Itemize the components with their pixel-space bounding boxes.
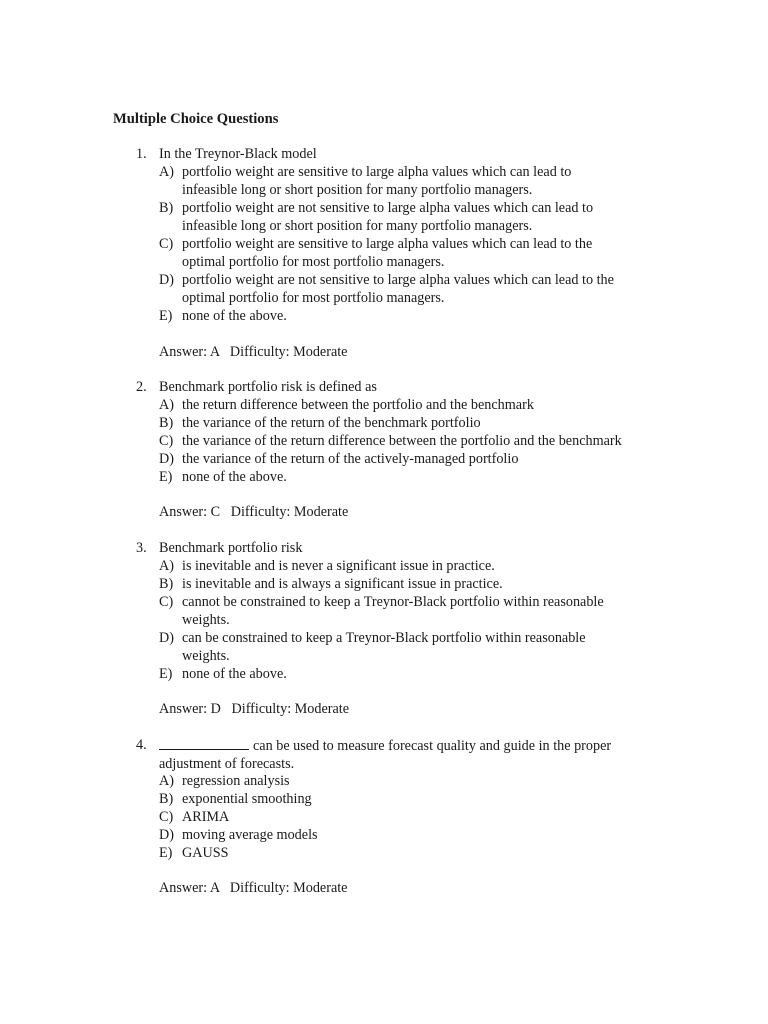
option-text: moving average models bbox=[182, 827, 318, 843]
option-text: the return difference between the portfolio and the benchmark bbox=[182, 397, 534, 413]
option-line: optimal portfolio for most portfolio managers. bbox=[182, 253, 445, 270]
question-stem bbox=[159, 737, 659, 774]
option-text: regression analysis bbox=[182, 773, 290, 789]
option-letter: C) bbox=[159, 809, 174, 825]
option-line: optimal portfolio for most portfolio managers. bbox=[182, 289, 445, 306]
option-text bbox=[182, 200, 662, 236]
option-letter: A) bbox=[159, 773, 174, 789]
option-letter: C) bbox=[159, 433, 174, 449]
question-number: 1. bbox=[136, 146, 147, 162]
option-text: GAUSS bbox=[182, 845, 229, 861]
answer-line: Answer: A Difficulty: Moderate bbox=[159, 880, 348, 896]
option-text bbox=[182, 308, 662, 326]
option-letter: E) bbox=[159, 666, 173, 682]
option-letter: B) bbox=[159, 415, 174, 431]
option-letter: B) bbox=[159, 200, 174, 216]
option-text bbox=[182, 630, 662, 666]
answer-line: Answer: D Difficulty: Moderate bbox=[159, 701, 350, 717]
option-line: cannot be constrained to keep a Treynor-Black portfolio within reasonable bbox=[182, 594, 604, 610]
option-text: the variance of the return of the benchmark portfolio bbox=[182, 415, 481, 431]
question-number: 3. bbox=[136, 540, 147, 556]
option-text: the variance of the return of the actively-managed portfolio bbox=[182, 451, 519, 467]
option-letter: B) bbox=[159, 791, 174, 807]
option-text: is inevitable and is never a significant issue in practice. bbox=[182, 558, 495, 574]
option-text: none of the above. bbox=[182, 469, 287, 485]
option-text: none of the above. bbox=[182, 666, 287, 682]
question-number: 2. bbox=[136, 379, 147, 395]
option-letter: E) bbox=[159, 308, 173, 324]
option-letter: D) bbox=[159, 827, 174, 843]
option-line: portfolio weight are sensitive to large alpha values which can lead to bbox=[182, 164, 572, 180]
stem-text: can be used to measure forecast quality and guide in the proper bbox=[253, 738, 612, 754]
option-letter: E) bbox=[159, 469, 173, 485]
option-letter: C) bbox=[159, 594, 174, 610]
answer-line: Answer: C Difficulty: Moderate bbox=[159, 504, 349, 520]
option-text bbox=[182, 594, 662, 630]
option-line: can be constrained to keep a Treynor-Black portfolio within reasonable bbox=[182, 630, 586, 646]
option-line: weights. bbox=[182, 611, 230, 628]
stem-line: adjustment of forecasts. bbox=[159, 755, 295, 772]
option-line: none of the above. bbox=[182, 308, 287, 324]
fill-in-blank bbox=[159, 737, 249, 750]
option-text: exponential smoothing bbox=[182, 791, 312, 807]
option-letter: D) bbox=[159, 630, 174, 646]
option-text: ARIMA bbox=[182, 809, 230, 825]
option-text: is inevitable and is always a significant issue in practice. bbox=[182, 576, 503, 592]
option-letter: D) bbox=[159, 451, 174, 467]
option-text: the variance of the return difference between the portfolio and the benchmark bbox=[182, 433, 622, 449]
option-letter: A) bbox=[159, 164, 174, 180]
question-stem: In the Treynor-Black model bbox=[159, 146, 317, 162]
option-text bbox=[182, 236, 662, 272]
question-stem: Benchmark portfolio risk bbox=[159, 540, 303, 556]
stem-line bbox=[159, 737, 659, 756]
option-letter: D) bbox=[159, 272, 174, 288]
option-letter: C) bbox=[159, 236, 174, 252]
answer-line: Answer: A Difficulty: Moderate bbox=[159, 344, 348, 360]
option-letter: B) bbox=[159, 576, 174, 592]
option-line: portfolio weight are not sensitive to large alpha values which can lead to bbox=[182, 200, 594, 216]
option-line: portfolio weight are sensitive to large alpha values which can lead to the bbox=[182, 236, 593, 252]
question-stem: Benchmark portfolio risk is defined as bbox=[159, 379, 377, 395]
option-letter: A) bbox=[159, 558, 174, 574]
option-letter: E) bbox=[159, 845, 173, 861]
option-line: infeasible long or short position for many portfolio managers. bbox=[182, 217, 533, 234]
option-text bbox=[182, 164, 662, 200]
option-text bbox=[182, 272, 662, 308]
option-line: weights. bbox=[182, 647, 230, 664]
option-letter: A) bbox=[159, 397, 174, 413]
option-line: portfolio weight are not sensitive to large alpha values which can lead to the bbox=[182, 272, 614, 288]
option-line: infeasible long or short position for many portfolio managers. bbox=[182, 181, 533, 198]
question-number: 4. bbox=[136, 737, 147, 753]
page-title: Multiple Choice Questions bbox=[113, 111, 279, 127]
